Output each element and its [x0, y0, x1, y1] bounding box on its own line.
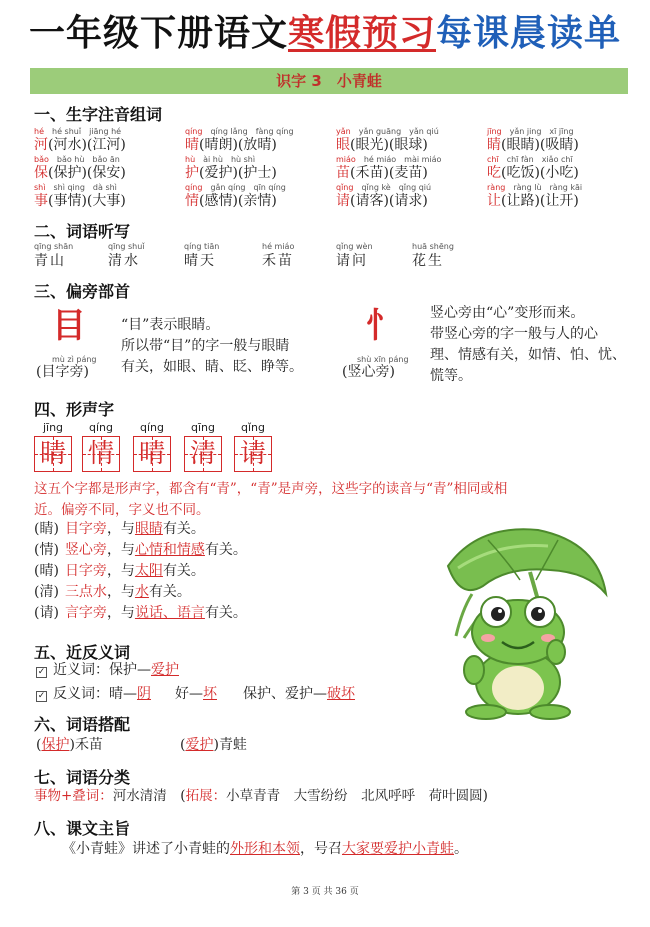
synonym-label: 近义词：	[53, 662, 109, 678]
antonym-word-2: 好	[175, 686, 189, 702]
character-pinyin: bǎo bǎo hù bǎo ān	[34, 155, 120, 164]
phonetic-character-box: 睛	[34, 436, 72, 472]
phonetic-character-box: 请	[234, 436, 272, 472]
radical-xin-desc-4: 慌等。	[430, 368, 472, 384]
title-morning-reading: 每课晨读单	[436, 13, 622, 54]
radical-mu-char: 目	[52, 306, 86, 346]
section-title-theme: 八、课文主旨	[34, 819, 131, 838]
phonetic-character-box: 清	[184, 436, 222, 472]
theme-key-1: 外形和本领	[230, 841, 300, 857]
character-entry	[336, 182, 446, 210]
collocation-b-answer: 爱护	[185, 737, 214, 753]
character-words: 睛(眼睛)(吸睛)	[487, 137, 579, 153]
section-title-phonetic: 四、形声字	[34, 400, 115, 419]
character-entry	[34, 126, 144, 154]
character-pinyin: yǎn yǎn guāng yǎn qiú	[336, 127, 439, 136]
phonetic-explain-line: (情) 竖心旁，与心情和情感有关。	[34, 542, 247, 558]
character-pinyin: ràng ràng lù ràng kāi	[487, 183, 583, 192]
character-head: 请	[336, 193, 350, 209]
phonetic-pinyin: qíng	[140, 421, 164, 434]
character-words: 护(爱护)(护士)	[185, 165, 277, 181]
page-title	[0, 10, 650, 58]
character-head: 保	[34, 165, 48, 181]
character-entry	[487, 182, 597, 210]
character-pinyin: miáo hé miáo mài miáo	[336, 155, 442, 164]
dictation-word: qíng tiān 晴天	[184, 242, 220, 269]
checkbox-icon: ✓	[37, 667, 46, 677]
phonetic-character-box: 晴	[133, 436, 171, 472]
character-entry	[185, 154, 295, 182]
antonym-dash-1: —	[123, 686, 137, 702]
collocation-b: (爱护)青蛙	[180, 737, 247, 753]
section-title-dictation: 二、词语听写	[34, 222, 131, 241]
dictation-word: hé miáo 禾苗	[262, 242, 295, 269]
synonym-answer: 爱护	[151, 662, 179, 678]
radical-xin-name: (竖心旁)	[342, 364, 395, 380]
theme-sentence	[62, 838, 468, 860]
character-pinyin: qíng gǎn qíng qīn qíng	[185, 183, 286, 192]
dictation-word: huā shēng 花生	[412, 242, 454, 269]
dictation-word: qǐng wèn 请问	[336, 242, 373, 269]
frog-illustration	[438, 520, 613, 720]
theme-pre: 《小青蛙》讲述了小青蛙的	[62, 841, 230, 857]
radical-xin-desc-1: 竖心旁由“心”变形而来。	[430, 305, 585, 321]
character-words: 请(请客)(请求)	[336, 193, 428, 209]
phonetic-pinyin: qíng	[89, 421, 113, 434]
character-words: 事(事情)(大事)	[34, 193, 126, 209]
collocation-a: (保护)禾苗	[36, 737, 103, 753]
classify-word: 河水清清	[112, 788, 167, 804]
radical-xin-char: 忄	[366, 306, 400, 346]
character-words: 苗(禾苗)(麦苗)	[336, 165, 428, 181]
synonym-line	[36, 659, 179, 681]
phonetic-pinyin: qīng	[191, 421, 215, 434]
character-entry	[336, 154, 446, 182]
antonym-answer-3: 破坏	[327, 686, 355, 702]
phonetic-explain-line: (清) 三点水，与水有关。	[34, 584, 191, 600]
character-head: 吃	[487, 165, 501, 181]
radical-mu-desc-1: “目”表示眼睛。	[121, 317, 220, 333]
collocation-a-word: 禾苗	[74, 737, 103, 753]
character-pinyin: hé hé shuǐ jiāng hé	[34, 127, 122, 136]
character-head: 睛	[487, 137, 501, 153]
page-number: 第 3 页 共 36 页	[291, 887, 359, 897]
synonym-word: 保护	[109, 662, 137, 678]
character-words: 吃(吃饭)(小吃)	[487, 165, 579, 181]
character-head: 苗	[336, 165, 350, 181]
antonym-line	[36, 683, 355, 705]
radical-xin-desc-2: 带竖心旁的字一般与人的心	[430, 326, 598, 342]
character-head: 让	[487, 193, 501, 209]
radical-mu-desc-2: 所以带“目”的字一般与眼睛	[121, 338, 290, 354]
radical-mu-desc-3: 有关，如眼、睛、眨、睁等。	[121, 359, 303, 375]
checkbox-icon: ✓	[37, 691, 46, 701]
section-title-characters: 一、生字注音组词	[34, 105, 163, 124]
antonym-label: 反义词：	[53, 686, 109, 702]
character-entry	[34, 154, 144, 182]
phonetic-explain-line: (睛) 目字旁，与眼睛有关。	[34, 521, 205, 537]
character-words: 河(河水)(江河)	[34, 137, 126, 153]
character-pinyin: shì shì qing dà shì	[34, 183, 117, 192]
phonetic-pinyin: jīng	[42, 421, 64, 434]
character-pinyin: qǐng qǐng kè qǐng qiú	[336, 183, 432, 192]
character-head: 晴	[185, 137, 199, 153]
character-entry	[487, 154, 597, 182]
synonym-dash: —	[137, 662, 151, 678]
collocation-a-answer: 保护	[41, 737, 70, 753]
classify-extend-label: 拓展：	[185, 788, 227, 804]
character-words: 晴(晴朗)(放晴)	[185, 137, 277, 153]
radical-mu-name: (目字旁)	[36, 364, 89, 380]
dictation-word: qīng shān 青山	[34, 242, 74, 269]
phonetic-pinyin: qǐng	[241, 421, 265, 434]
character-entry	[185, 126, 295, 154]
phonetic-explain-line: (请) 言字旁，与说话、语言有关。	[34, 605, 247, 621]
classify-label: 事物+叠词：	[34, 788, 113, 804]
character-words: 让(让路)(让开)	[487, 193, 579, 209]
character-head: 事	[34, 193, 48, 209]
character-entry	[336, 126, 446, 154]
character-head: 河	[34, 137, 48, 153]
antonym-word-3: 保护、爱护	[243, 686, 313, 702]
classify-extend-words: 小草青青 大雪纷纷 北风呼呼 荷叶圆圆	[226, 788, 483, 804]
character-pinyin: qíng qíng lǎng fàng qíng	[185, 127, 294, 136]
antonym-answer-1: 阴	[137, 686, 151, 702]
radical-xin-pinyin: shù xīn páng	[357, 355, 409, 364]
collocation-b-word: 青蛙	[218, 737, 247, 753]
dictation-word: qīng shuǐ 清水	[108, 242, 145, 269]
phonetic-character-box: 情	[82, 436, 120, 472]
phonetic-explain-1: 这五个字都是形声字，都含有“青”，“青”是声旁，这些字的读音与“青”相同或相	[34, 481, 508, 497]
section-title-collocation: 六、词语搭配	[34, 715, 131, 734]
antonym-answer-2: 坏	[203, 686, 217, 702]
phonetic-explain-line: (晴) 日字旁，与太阳有关。	[34, 563, 205, 579]
antonym-word-1: 晴	[109, 686, 123, 702]
character-head: 眼	[336, 137, 350, 153]
theme-mid: ，号召	[300, 841, 342, 857]
section-title-radicals: 三、偏旁部首	[34, 282, 131, 301]
character-pinyin: jīng yǎn jing xī jīng	[487, 127, 574, 136]
character-words: 保(保护)(保安)	[34, 165, 126, 181]
lesson-title-bar: 识字 3 小青蛙	[30, 68, 628, 94]
character-pinyin: chī chī fàn xiǎo chī	[487, 155, 573, 164]
phonetic-explain-2: 近。偏旁不同，字义也不同。	[34, 502, 210, 518]
character-words: 眼(眼光)(眼球)	[336, 137, 428, 153]
character-entry	[34, 182, 144, 210]
antonym-dash-2: —	[189, 686, 203, 702]
radical-mu-pinyin: mù zì páng	[52, 355, 97, 364]
antonym-dash-3: —	[313, 686, 327, 702]
title-grade: 一年级下册语文	[28, 13, 288, 54]
section-title-synonyms: 五、近反义词	[34, 643, 131, 662]
radical-xin-desc-3: 理、情感有关，如情、怕、忧、	[430, 347, 626, 363]
section-title-classify: 七、词语分类	[34, 768, 131, 787]
character-entry	[487, 126, 597, 154]
character-head: 情	[185, 193, 199, 209]
theme-key-2: 大家要爱护小青蛙	[342, 841, 454, 857]
character-entry	[185, 182, 295, 210]
character-head: 护	[185, 165, 199, 181]
theme-end: 。	[454, 841, 468, 857]
classify-line: 事物+叠词：河水清清 (拓展：小草青青 大雪纷纷 北风呼呼 荷叶圆圆)	[34, 788, 488, 804]
title-winter-preview: 寒假预习	[287, 13, 436, 54]
character-words: 情(感情)(亲情)	[185, 193, 277, 209]
character-pinyin: hù ài hù hù shì	[185, 155, 256, 164]
